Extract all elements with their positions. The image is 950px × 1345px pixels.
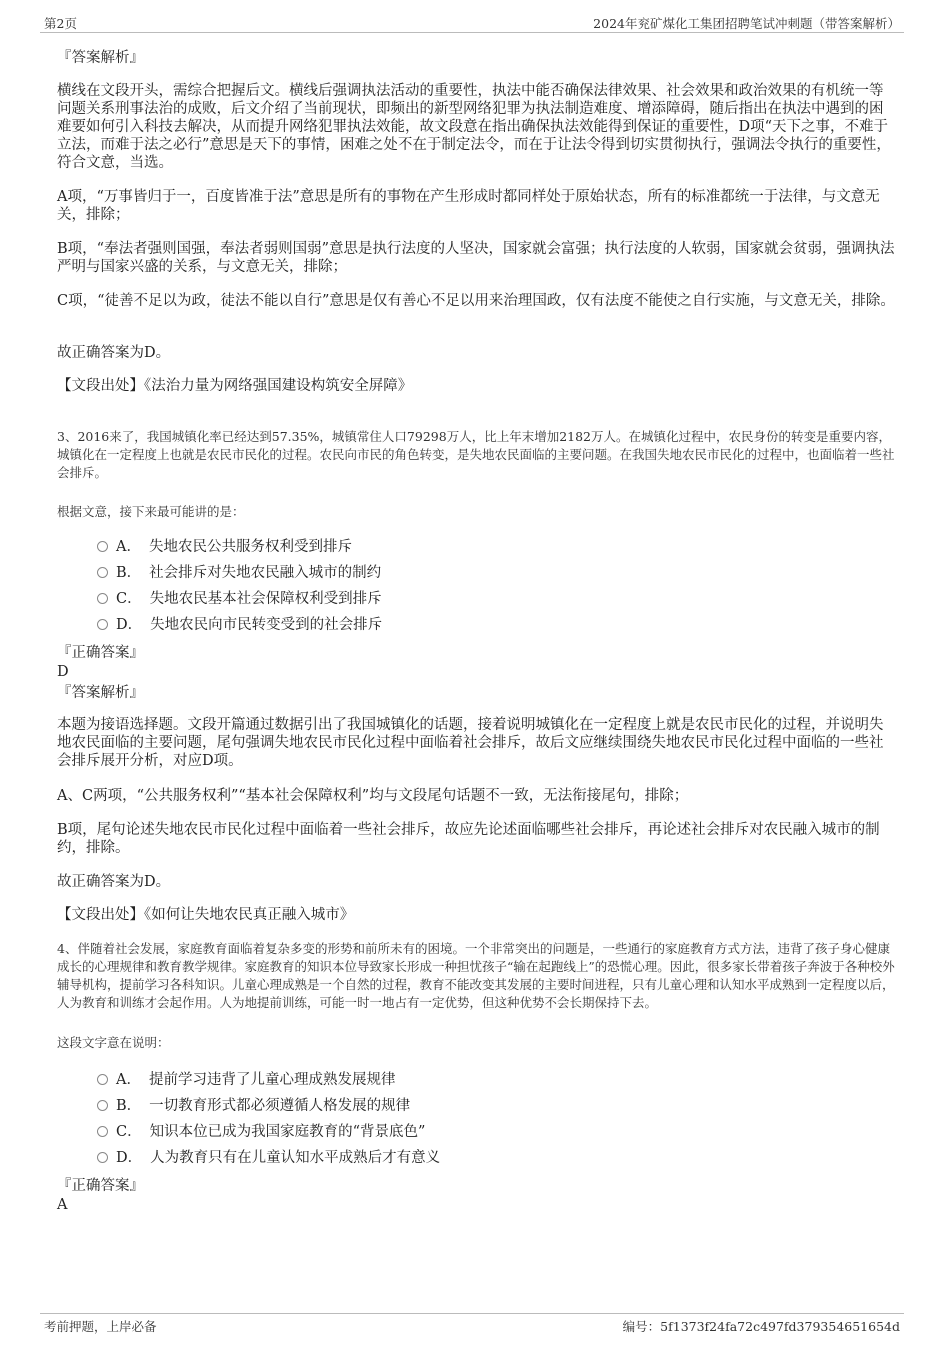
q4-answer-label: 『正确答案』 [57, 1178, 144, 1194]
document-title: 2024年兖矿煤化工集团招聘笔试冲刺题（带答案解析） [593, 16, 900, 31]
radio-icon[interactable] [97, 593, 108, 604]
radio-icon[interactable] [97, 1074, 108, 1085]
radio-icon[interactable] [97, 567, 108, 578]
q2-analysis-label: 『答案解析』 [57, 50, 144, 66]
page-header [40, 12, 904, 33]
q4-option-c[interactable]: C． 知识本位已成为我国家庭教育的“背景底色” [97, 1123, 425, 1141]
q3-analysis-options-ac: A、C两项，“公共服务权利”“基本社会保障权利”均与文段尾句话题不一致，无法衔接尾句，排除； [57, 788, 689, 804]
q3-prompt: 根据文意，接下来最可能讲的是： [57, 504, 245, 519]
document-serial: 编号：5f1373f24fa72c497fd379354651654d [622, 1319, 900, 1334]
radio-icon[interactable] [97, 1126, 108, 1137]
radio-icon[interactable] [97, 541, 108, 552]
q3-conclusion: 故正确答案为D。 [57, 874, 171, 890]
q3-option-a[interactable]: A． 失地农民公共服务权利受到排斥 [97, 538, 352, 556]
q3-analysis-option-b: B项，尾句论述失地农民市民化过程中面临着一些社会排斥，故应先论述面临哪些社会排斥，再论述社会排斥对农民融入城市的制约，排除。 [57, 822, 880, 856]
radio-icon[interactable] [97, 1152, 108, 1163]
q2-analysis-option-c: C项，“徒善不足以为政，徒法不能以自行”意思是仅有善心不足以用来治理国政，仅有法度不能使之自行实施，与文意无关，排除。 [57, 293, 895, 309]
q4-option-b[interactable]: B． 一切教育形式都必须遵循人格发展的规律 [97, 1097, 410, 1115]
q2-conclusion: 故正确答案为D。 [57, 345, 171, 361]
q3-option-b[interactable]: B． 社会排斥对失地农民融入城市的制约 [97, 564, 381, 582]
q2-analysis-option-a: A项，“万事皆归于一，百度皆准于法”意思是所有的事物在产生形成时都同样处于原始状态，所有的标准都统一于法律，与文意无关，排除； [57, 189, 880, 223]
q4-option-a[interactable]: A． 提前学习违背了儿童心理成熟发展规律 [97, 1071, 395, 1089]
q3-option-d[interactable]: D． 失地农民向市民转变受到的社会排斥 [97, 616, 382, 634]
q2-source: 【文段出处】《法治力量为网络强国建设构筑安全屏障》 [57, 378, 413, 394]
footer-slogan: 考前押题，上岸必备 [44, 1319, 157, 1334]
page-number: 第2页 [44, 16, 77, 31]
q3-stem: 3、2016来了，我国城镇化率已经达到57.35%，城镇常住人口79298万人，比上年末增加2182万人。在城镇化过程中，农民身份的转变是重要内容，城镇化在一定程度上也就是农民市民化的过程。农民向市民的角色转变，是失地农民面临的主要问题。在我国失地农民市民化的过程中，也面临着一些社会排斥。 [57, 429, 895, 480]
q3-analysis-paragraph: 本题为接语选择题。文段开篇通过数据引出了我国城镇化的话题，接着说明城镇化在一定程度上就是农民市民化的过程，并说明失地农民面临的主要问题，尾句强调失地农民市民化过程中面临着社会排斥，故后文应继续围绕失地农民市民化过程中面临的一些社会排斥展开分析，对应D项。 [57, 717, 884, 769]
q3-answer: D [57, 664, 69, 680]
q3-analysis-label: 『答案解析』 [57, 685, 144, 701]
q3-option-c[interactable]: C． 失地农民基本社会保障权利受到排斥 [97, 590, 382, 608]
q3-source: 【文段出处】《如何让失地农民真正融入城市》 [57, 907, 355, 923]
q4-stem: 4、伴随着社会发展，家庭教育面临着复杂多变的形势和前所未有的困境。一个非常突出的问题是，一些通行的家庭教育方式方法，违背了孩子身心健康成长的心理规律和教育教学规律。家庭教育的知识本位导致家长形成一种担忧孩子“输在起跑线上”的恐慌心理。因此，很多家长带着孩子奔波于各种校外辅导机构，提前学习各科知识。儿童心理成熟是一个自然的过程，教育不能改变其发展的主要时间进程，只有儿童心理和认知水平成熟到一定程度以后，人为教育和训练才会起作用。人为地提前训练，可能一时一地占有一定优势，但这种优势不会长期保持下去。 [57, 941, 895, 1010]
q2-analysis-option-b: B项，“奉法者强则国强，奉法者弱则国弱”意思是执行法度的人坚决，国家就会富强；执行法度的人软弱，国家就会贫弱，强调执法严明与国家兴盛的关系，与文意无关，排除； [57, 241, 895, 275]
q2-analysis-paragraph: 横线在文段开头，需综合把握后文。横线后强调执法活动的重要性，执法中能否确保法律效果、社会效果和政治效果的有机统一等问题关系刑事法治的成败，后文介绍了当前现状，即频出的新型网络犯罪为执法制造难度、增添障碍，随后指出在执法中遇到的困难要如何引入科技去解决，从而提升网络犯罪执法效能，故文段意在指出确保执法效能得到保证的重要性，D项“天下之事，不难于立法，而难于法之必行”意思是天下的事情，困难之处不在于制定法令，而在于让法令得到切实贯彻执行，强调法令执行的重要性，符合文意，当选。 [57, 83, 891, 171]
q4-answer: A [57, 1197, 68, 1213]
radio-icon[interactable] [97, 1100, 108, 1111]
q3-answer-label: 『正确答案』 [57, 645, 144, 661]
q4-option-d[interactable]: D． 人为教育只有在儿童认知水平成熟后才有意义 [97, 1149, 440, 1167]
radio-icon[interactable] [97, 619, 108, 630]
page-footer [40, 1313, 904, 1336]
q4-prompt: 这段文字意在说明： [57, 1035, 170, 1050]
